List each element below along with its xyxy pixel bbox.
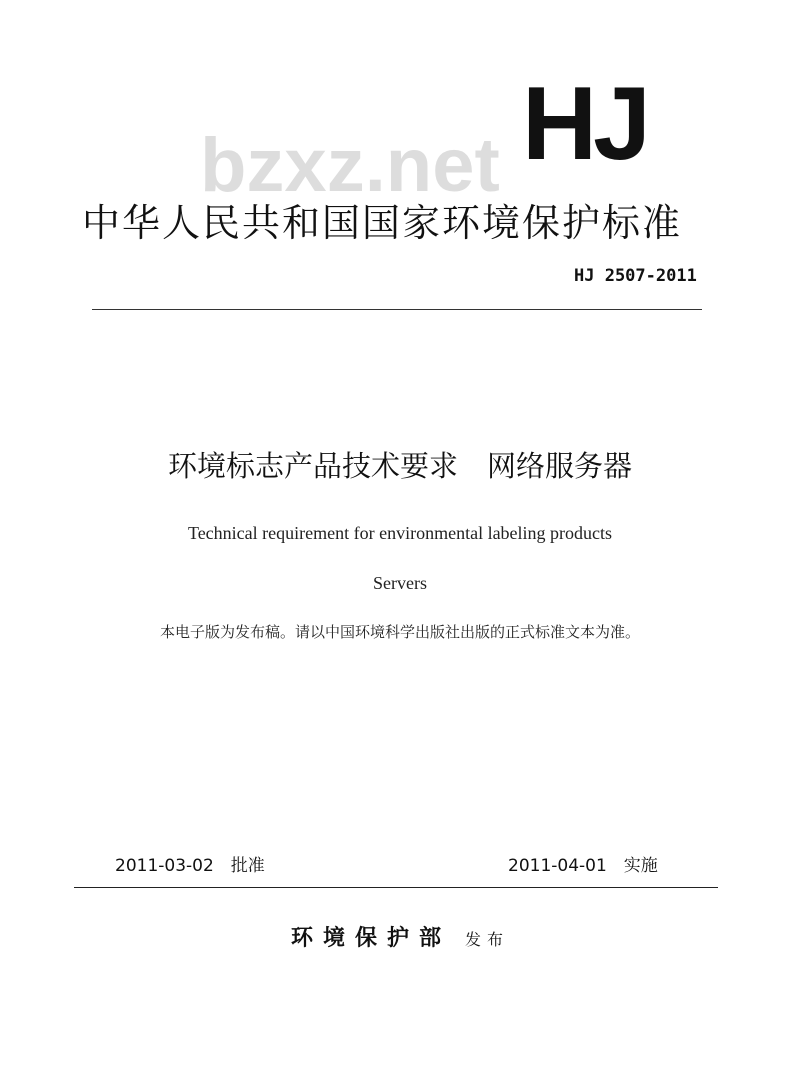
top-divider <box>92 309 702 310</box>
hj-logo: HJ <box>522 66 647 182</box>
document-subtitle-en: Servers <box>373 573 427 593</box>
standard-number: HJ 2507-2011 <box>574 266 697 286</box>
publisher-line <box>0 928 800 950</box>
publish-verb: 发布 <box>465 930 510 949</box>
bottom-divider <box>74 887 718 888</box>
issue-date: 2011-03-02 批准 <box>115 856 265 876</box>
publisher-name: 环境保护部 <box>290 926 451 951</box>
agency-title: 中华人民共和国国家环境保护标准 <box>82 201 683 245</box>
document-title-en: Technical requirement for environmental labeling products <box>187 523 613 543</box>
document-title-cn: 环境标志产品技术要求 网络服务器 <box>167 449 632 483</box>
publication-notice: 本电子版为发布稿。请以中国环境科学出版社出版的正式标准文本为准。 <box>159 623 640 641</box>
implementation-date: 2011-04-01 实施 <box>508 856 658 876</box>
watermark: bzxz.net <box>200 123 500 208</box>
